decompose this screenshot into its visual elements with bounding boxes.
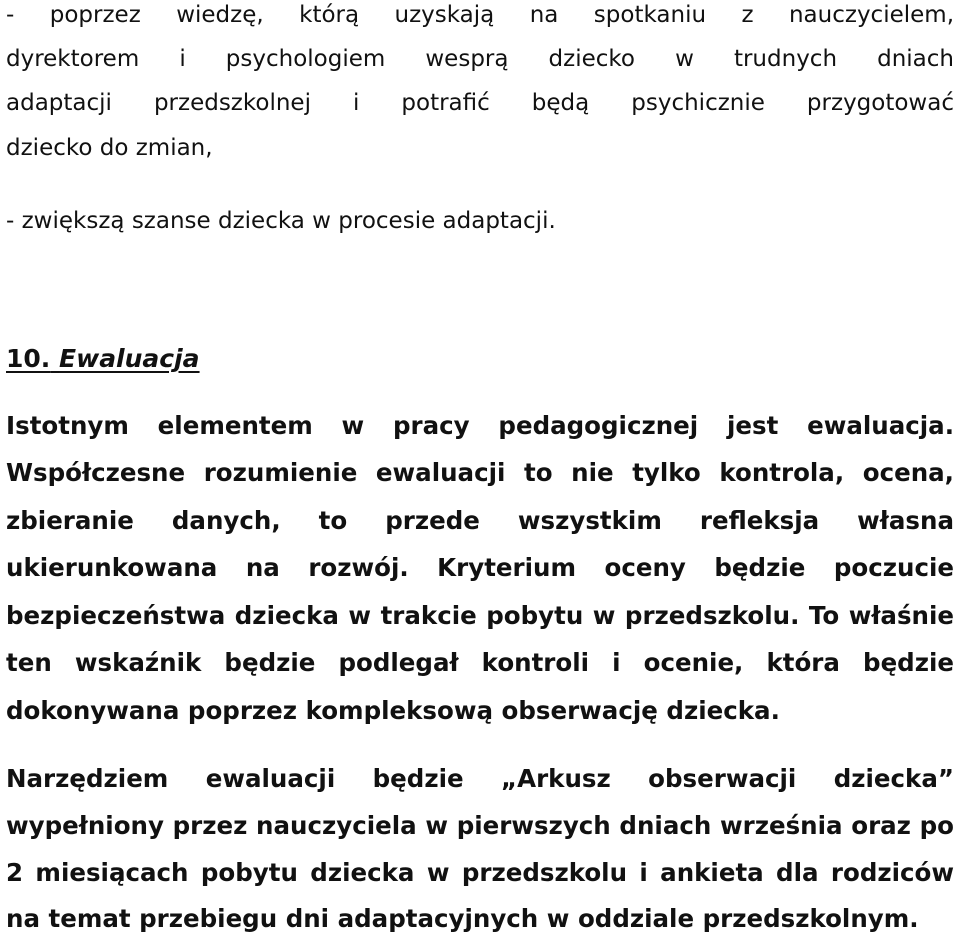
section-title: Ewaluacja xyxy=(59,344,200,373)
paragraph2-line-1: Narzędziem ewaluacji będzie „Arkusz obserwacji dziecka” xyxy=(6,764,954,793)
paragraph1-line-7: dokonywana poprzez kompleksową obserwację dziecka. xyxy=(6,696,780,725)
intro-line-1: - poprzez wiedzę, którą uzyskają na spotkaniu z nauczycielem, xyxy=(6,2,954,28)
intro-line-4: dziecko do zmian, xyxy=(6,135,213,161)
paragraph2-line-2: wypełniony przez nauczyciela w pierwszych dniach września oraz po xyxy=(6,811,954,840)
paragraph1-line-2: Współczesne rozumienie ewaluacji to nie tylko kontrola, ocena, xyxy=(6,458,954,487)
section-heading xyxy=(6,343,200,375)
paragraph1-line-5: bezpieczeństwa dziecka w trakcie pobytu w przedszkolu. To właśnie xyxy=(6,601,954,630)
section-number: 10. xyxy=(6,344,51,373)
intro-line-3: adaptacji przedszkolnej i potrafić będą psychicznie przygotować xyxy=(6,90,954,116)
paragraph1-line-6: ten wskaźnik będzie podlegał kontroli i ocenie, która będzie xyxy=(6,648,954,677)
paragraph1-line-1: Istotnym elementem w pracy pedagogicznej jest ewaluacja. xyxy=(6,411,954,440)
intro-line-5: - zwiększą szanse dziecka w procesie adaptacji. xyxy=(6,208,556,234)
paragraph1-line-3: zbieranie danych, to przede wszystkim refleksja własna xyxy=(6,506,954,535)
paragraph2-line-4: na temat przebiegu dni adaptacyjnych w oddziale przedszkolnym. xyxy=(6,904,919,933)
paragraph2-line-3: 2 miesiącach pobytu dziecka w przedszkolu i ankieta dla rodziców xyxy=(6,858,954,887)
intro-line-2: dyrektorem i psychologiem wesprą dziecko w trudnych dniach xyxy=(6,46,954,72)
paragraph1-line-4: ukierunkowana na rozwój. Kryterium oceny będzie poczucie xyxy=(6,553,954,582)
